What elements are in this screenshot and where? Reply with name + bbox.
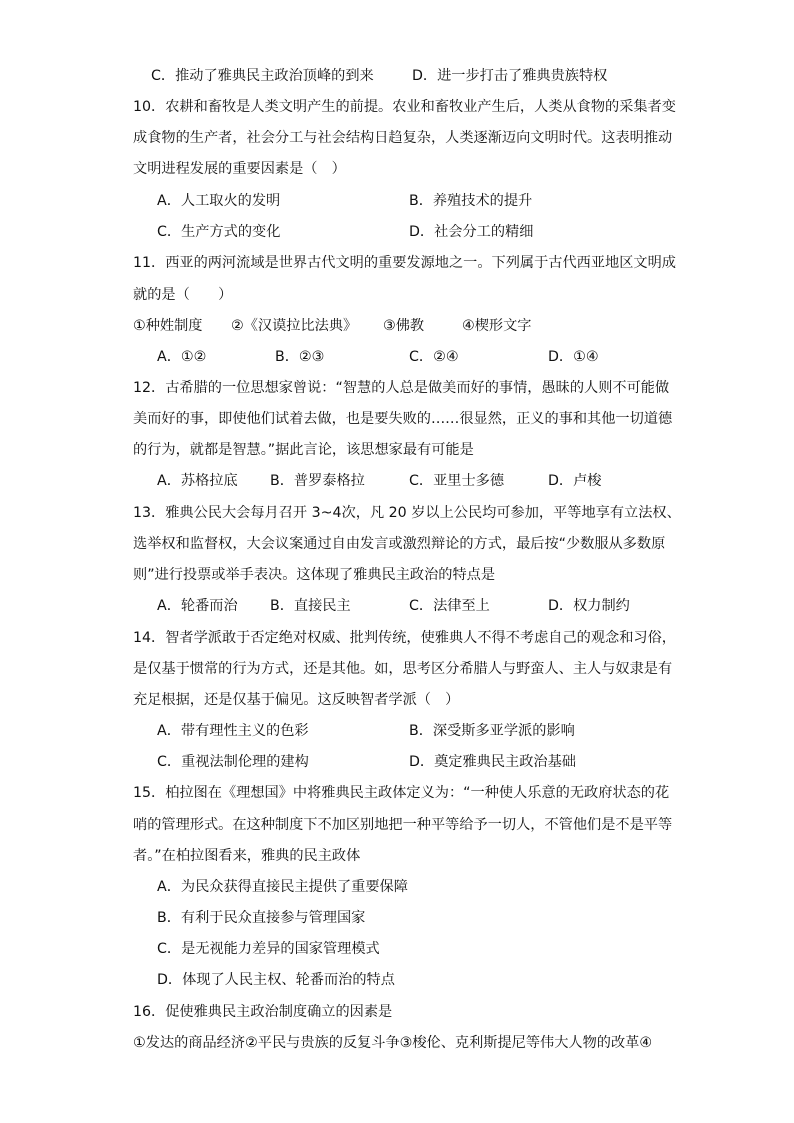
q14-stem-line-3: 充足根据，还是仅基于偏见。这反映智者学派（ ） (133, 692, 460, 708)
q13-option-d: D．权力制约 (548, 598, 630, 614)
q11-option-d: D．①④ (548, 349, 599, 365)
q13-stem-line-1: 13．雅典公民大会每月召开 3~4次，凡 20 岁以上公民均可参加，平等地享有立法权、 (133, 505, 681, 521)
q11-option-a: A．①② (157, 349, 207, 365)
q10-option-c: C．生产方式的变化 (157, 224, 281, 240)
q13-option-a: A．轮番而治 (157, 598, 238, 614)
q11-option-c: C．②④ (409, 349, 459, 365)
q12-stem-line-1: 12．古希腊的一位思想家曾说：“智慧的人总是做美而好的事情，愚昧的人则不可能做 (133, 380, 670, 396)
q15-stem-line-3: 者。”在柏拉图看来，雅典的民主政体 (133, 848, 361, 864)
q12-stem-line-3: 的行为，就都是智慧。”据此言论，该思想家最有可能是 (133, 442, 474, 458)
q13-option-c: C．法律至上 (409, 598, 490, 614)
q14-stem-line-1: 14．智者学派敢于否定绝对权威、批判传统，使雅典人不得不考虑自己的观念和习俗， (133, 630, 676, 646)
q12-option-c: C．亚里士多德 (409, 473, 505, 489)
q13-stem-line-2: 选举权和监督权，大会议案通过自由发言或激烈辩论的方式，最后按“少数服从多数原 (133, 536, 666, 552)
q11-option-b: B．②③ (275, 349, 325, 365)
q15-option-a: A．为民众获得直接民主提供了重要保障 (157, 879, 408, 895)
q10-stem-line-1: 10．农耕和畜牧是人类文明产生的前提。农业和畜牧业产生后，人类从食物的采集者变 (133, 99, 676, 115)
q11-item-1: ①种姓制度 (133, 318, 203, 334)
prev-option-c: C．推动了雅典民主政治顶峰的到来 (151, 68, 374, 84)
q15-stem-line-1: 15．柏拉图在《理想国》中将雅典民主政体定义为：“一种使人乐意的无政府状态的花 (133, 785, 670, 801)
q12-stem-line-2: 美而好的事，即使他们试着去做，也是要失败的……很显然，正义的事和其他一切道德 (133, 411, 673, 427)
q14-option-d: D．奠定雅典民主政治基础 (409, 754, 576, 770)
q11-stem-line-1: 11．西亚的两河流域是世界古代文明的重要发源地之一。下列属于古代西亚地区文明成 (133, 255, 676, 271)
q10-stem-line-3: 文明进程发展的重要因素是（ ） (133, 161, 346, 177)
q14-option-b: B．深受斯多亚学派的影响 (409, 723, 575, 739)
q10-option-d: D．社会分工的精细 (409, 224, 534, 240)
q10-option-b: B．养殖技术的提升 (409, 193, 533, 209)
q12-option-d: D．卢梭 (548, 473, 602, 489)
q11-item-3: ③佛教 (383, 318, 425, 334)
q14-option-c: C．重视法制伦理的建构 (157, 754, 309, 770)
q13-option-b: B．直接民主 (270, 598, 351, 614)
q15-option-b: B．有利于民众直接参与管理国家 (157, 910, 366, 926)
q15-option-d: D．体现了人民主权、轮番而治的特点 (157, 972, 395, 988)
q15-stem-line-2: 哨的管理形式。在这种制度下不加区别地把一种平等给予一切人，不管他们是不是平等 (133, 817, 673, 833)
q12-option-b: B．普罗泰格拉 (270, 473, 365, 489)
q13-stem-line-3: 则”进行投票或举手表决。这体现了雅典民主政治的特点是 (133, 567, 496, 583)
q11-item-4: ④楔形文字 (462, 318, 532, 334)
q12-option-a: A．苏格拉底 (157, 473, 238, 489)
q16-stem-line-1: 16．促使雅典民主政治制度确立的因素是 (133, 1004, 393, 1020)
q11-stem-line-2: 就的是（ ） (133, 287, 233, 303)
q10-stem-line-2: 成食物的生产者，社会分工与社会结构日趋复杂，人类逐渐迈向文明时代。这表明推动 (133, 130, 673, 146)
q15-option-c: C．是无视能力差异的国家管理模式 (157, 941, 380, 957)
q14-option-a: A．带有理性主义的色彩 (157, 723, 309, 739)
prev-option-d: D．进一步打击了雅典贵族特权 (412, 68, 608, 84)
q14-stem-line-2: 是仅基于惯常的行为方式，还是其他。如，思考区分希腊人与野蛮人、主人与奴隶是有 (133, 661, 673, 677)
q11-item-2: ②《汉谟拉比法典》 (231, 318, 358, 334)
q16-stem-line-2: ①发达的商品经济②平民与贵族的反复斗争③梭伦、克利斯提尼等伟大人物的改革④ (133, 1035, 653, 1051)
q10-option-a: A．人工取火的发明 (157, 193, 281, 209)
